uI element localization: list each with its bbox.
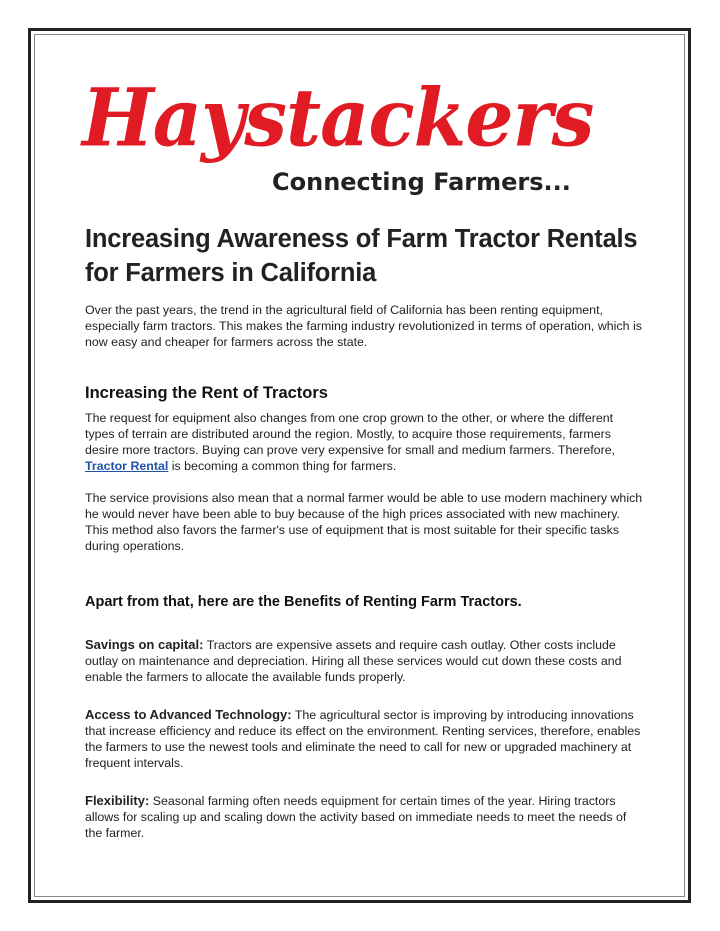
logo-tagline: Connecting Farmers... — [272, 168, 571, 196]
article — [85, 222, 645, 841]
benefit-label: Access to Advanced Technology: — [85, 707, 292, 722]
rent-p1-text-after: is becoming a common thing for farmers. — [168, 459, 397, 473]
benefit-label: Flexibility: — [85, 793, 150, 808]
benefit-text: Tractors are expensive assets and require cash outlay. Other costs include outlay on maintenance and depreciation. Hiring all these services would cut down these costs and enable the farmers to allocate the available funds properly. — [85, 638, 622, 684]
rent-p1-text-before: The request for equipment also changes from one crop grown to the other, or where the different types of terrain are distributed around the region. Mostly, to acquire those requirements, farmers desire more tractors. Buying can prove very expensive for small and medium farmers. Therefore, — [85, 411, 616, 457]
benefit-label: Savings on capital: — [85, 637, 204, 652]
rent-paragraph-1 — [85, 410, 645, 474]
logo-brand: Haystackers — [82, 70, 594, 165]
benefit-item — [85, 707, 645, 771]
rent-heading: Increasing the Rent of Tractors — [85, 384, 328, 402]
intro-paragraph: Over the past years, the trend in the agricultural field of California has been renting equipment, especially farm tractors. This makes the farming industry revolutionized in terms of operation, which is now easy and cheaper for farmers across the state. — [85, 303, 642, 349]
rent-paragraph-2: The service provisions also mean that a normal farmer would be able to use modern machinery which he would never have been able to buy because of the high prices associated with new machinery. This method also favors the farmer's use of equipment that is most suitable for their specific tasks during operations. — [85, 491, 643, 553]
benefit-text: The agricultural sector is improving by introducing innovations that increase efficiency and reduce its effect on the environment. Renting services, therefore, enables the farmers to use the newest tools and eliminate the need to call for new or upgraded machinery at frequent intervals. — [85, 708, 641, 770]
benefit-item — [85, 637, 645, 685]
haystackers-logo — [82, 70, 642, 200]
benefit-text: Seasonal farming often needs equipment for certain times of the year. Hiring tractors allows for scaling up and scaling down the activity based on immediate needs to meet the needs of the farmer. — [85, 794, 627, 840]
page-title: Increasing Awareness of Farm Tractor Rentals for Farmers in California — [85, 225, 638, 287]
tractor-rental-link[interactable]: Tractor Rental — [85, 459, 169, 473]
benefit-item — [85, 793, 645, 841]
benefits-heading: Apart from that, here are the Benefits of Renting Farm Tractors. — [85, 594, 522, 610]
